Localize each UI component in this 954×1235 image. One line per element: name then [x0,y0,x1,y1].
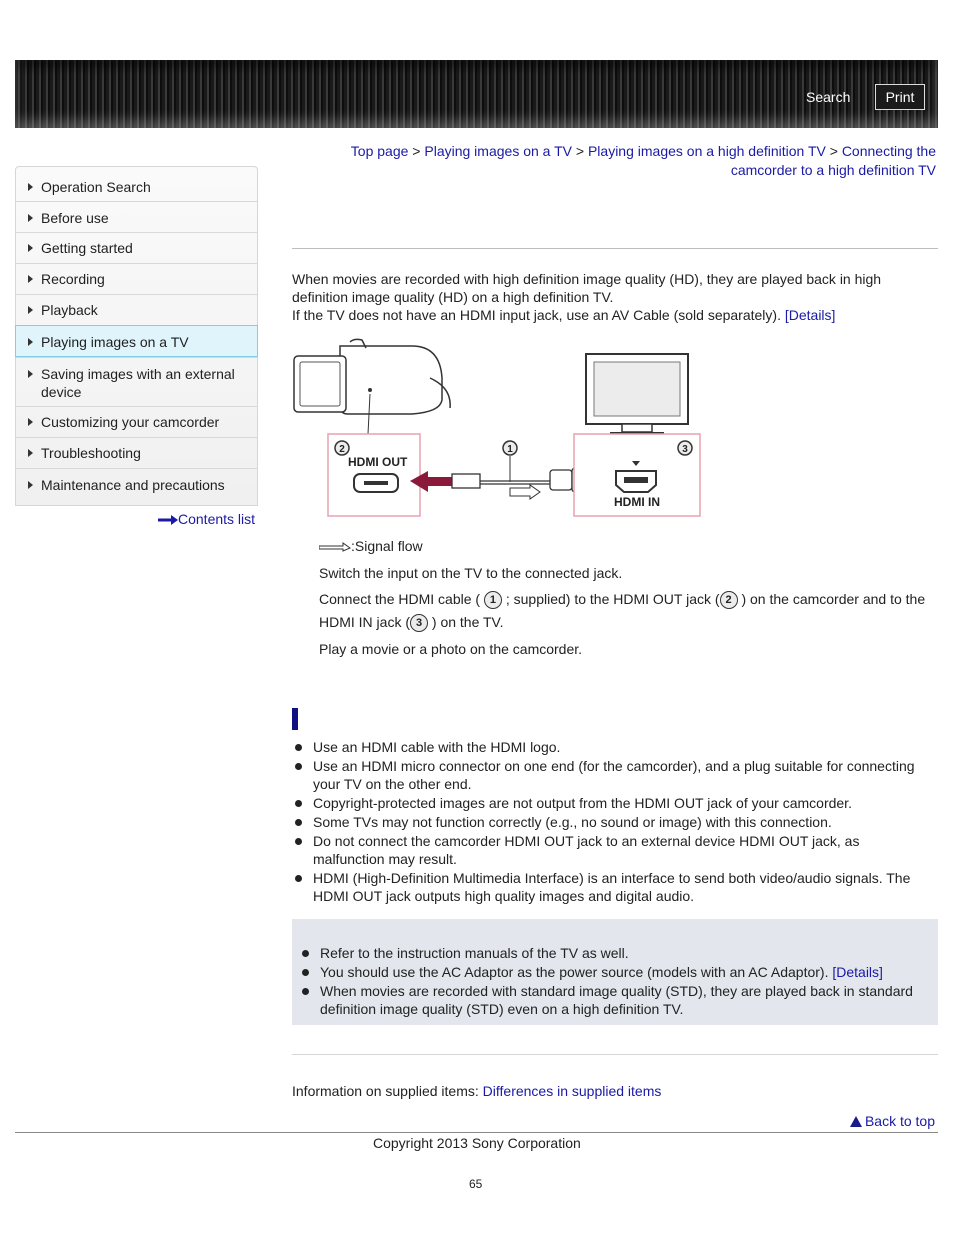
step-2-text-d: ) on the TV. [431,614,504,630]
marker-2 [335,441,349,455]
related-info [292,1083,661,1099]
step-2-text-a: Connect the HDMI cable ( [319,591,481,607]
marker-1 [503,441,517,455]
hint-item [299,963,919,981]
sidebar-item-playback[interactable] [16,294,257,325]
hdmi-out-label: HDMI OUT [348,455,408,469]
breadcrumb-separator: > [575,143,585,159]
triangle-up-icon [850,1116,862,1127]
note-item: Copyright-protected images are not output from the HDMI OUT jack of your camcorder. [292,794,932,812]
related-divider [292,1054,938,1055]
sidebar-item-saving-images[interactable] [16,357,257,406]
sidebar-item-label: Recording [41,271,105,287]
chevron-right-icon [28,338,33,346]
details-link[interactable]: [Details] [784,307,836,323]
marker-3 [678,441,692,455]
sidebar-item-before-use[interactable] [16,201,257,232]
contents-list-label: Contents list [178,511,256,527]
intro-line-1: When movies are recorded with high definition image quality (HD), they are played back in high definition image quality (HD) on a high definition TV. [292,271,882,305]
hint-details-link[interactable]: [Details] [832,964,883,980]
marker-3-label: 3 [682,444,688,455]
hdmi-in-label: HDMI IN [614,495,660,509]
chevron-right-icon [28,481,33,489]
back-to-top-label: Back to top [864,1113,935,1129]
sidebar-item-maintenance[interactable] [16,468,257,505]
marker-2-label: 2 [339,444,345,455]
sidebar-item-label: Customizing your camcorder [41,414,220,430]
sidebar-item-getting-started[interactable] [16,232,257,263]
breadcrumb-top-page[interactable]: Top page [350,143,409,159]
note-item: Do not connect the camcorder HDMI OUT jack to an external device HDMI OUT jack, as malfunction may result. [292,832,932,868]
note-item: Use an HDMI cable with the HDMI logo. [292,738,932,756]
intro-text [292,270,938,324]
sidebar-item-label: Operation Search [41,179,151,195]
sidebar-item-operation-search[interactable] [16,167,257,201]
chevron-right-icon [28,183,33,191]
chevron-right-icon [28,370,33,378]
sidebar-item-troubleshooting[interactable] [16,437,257,468]
sidebar-item-playing-images-on-tv[interactable] [15,325,258,357]
header-bar [15,60,938,128]
hints-box [292,919,938,1025]
print-button[interactable]: Print [875,84,925,110]
marker-2-inline: 2 [720,591,738,609]
step-1: Switch the input on the TV to the connected jack. [319,565,623,581]
sidebar-item-label: Saving images with an external device [41,366,235,400]
breadcrumb-separator: > [412,143,421,159]
copyright-text: Copyright 2013 Sony Corporation [373,1135,581,1151]
chevron-right-icon [28,449,33,457]
breadcrumb [300,142,936,180]
sidebar-item-recording[interactable] [16,263,257,294]
sidebar-item-label: Before use [41,210,109,226]
step-2-text-b: ; supplied) to the HDMI OUT jack ( [505,591,720,607]
supplied-items-link[interactable]: Differences in supplied items [482,1083,662,1099]
step-3: Play a movie or a photo on the camcorder. [319,641,583,657]
sidebar-item-label: Playing images on a TV [41,334,189,350]
chevron-right-icon [28,244,33,252]
signal-flow-icon [319,542,351,552]
breadcrumb-playing-images-hd-tv[interactable]: Playing images on a high definition TV [587,143,826,159]
page-number: 65 [469,1177,483,1191]
sidebar-item-label: Troubleshooting [41,445,141,461]
footer-divider [15,1132,938,1133]
marker-3-inline: 3 [410,614,428,632]
notes-heading-bar [292,708,298,730]
title-divider [292,248,938,249]
chevron-right-icon [28,214,33,222]
sidebar-item-label: Getting started [41,240,133,256]
hint-text: You should use the AC Adaptor as the power source (models with an AC Adaptor). [320,964,829,980]
note-item: Use an HDMI micro connector on one end (for the camcorder), and a plug suitable for connecting your TV on the other end. [292,757,932,793]
chevron-right-icon [28,275,33,283]
chevron-right-icon [28,418,33,426]
related-label: Information on supplied items: [292,1083,479,1099]
signal-flow-arrow-icon [510,485,540,499]
arrow-right-icon [158,515,178,525]
contents-list-link[interactable] [158,511,255,527]
camcorder-icon [294,339,450,414]
connection-diagram [292,338,704,520]
breadcrumb-current-page[interactable]: Connecting the camcorder to a high definition TV [730,143,936,178]
breadcrumb-playing-images-on-tv[interactable]: Playing images on a TV [424,143,572,159]
marker-1-inline: 1 [484,591,502,609]
note-item: HDMI (High-Definition Multimedia Interface) is an interface to send both video/audio signals. The HDMI OUT jack outputs high quality images and digital audio. [292,869,932,905]
back-to-top-link[interactable] [850,1113,935,1129]
tv-icon [586,354,688,436]
notes-list [292,738,932,906]
signal-flow-label: :Signal flow [351,538,423,554]
hint-item: When movies are recorded with standard image quality (STD), they are played back in standard definition image quality (STD) even on a high definition TV. [299,982,919,1018]
sidebar-item-label: Playback [41,302,98,318]
search-link[interactable]: Search [806,89,851,105]
breadcrumb-separator: > [829,143,838,159]
signal-flow-legend [319,535,938,558]
step-2-text-c: ) on the camcorder and to the HDMI IN jack ( [319,591,926,630]
intro-line-2: If the TV does not have an HDMI input jack, use an AV Cable (sold separately). [292,307,781,323]
marker-1-label: 1 [507,444,513,455]
sidebar-item-customizing[interactable] [16,406,257,437]
chevron-right-icon [28,306,33,314]
note-item: Some TVs may not function correctly (e.g., no sound or image) with this connection. [292,813,932,831]
sidebar-nav [15,166,258,506]
step-2 [319,588,938,634]
sidebar-item-label: Maintenance and precautions [41,477,225,493]
hint-item: Refer to the instruction manuals of the TV as well. [299,944,919,962]
